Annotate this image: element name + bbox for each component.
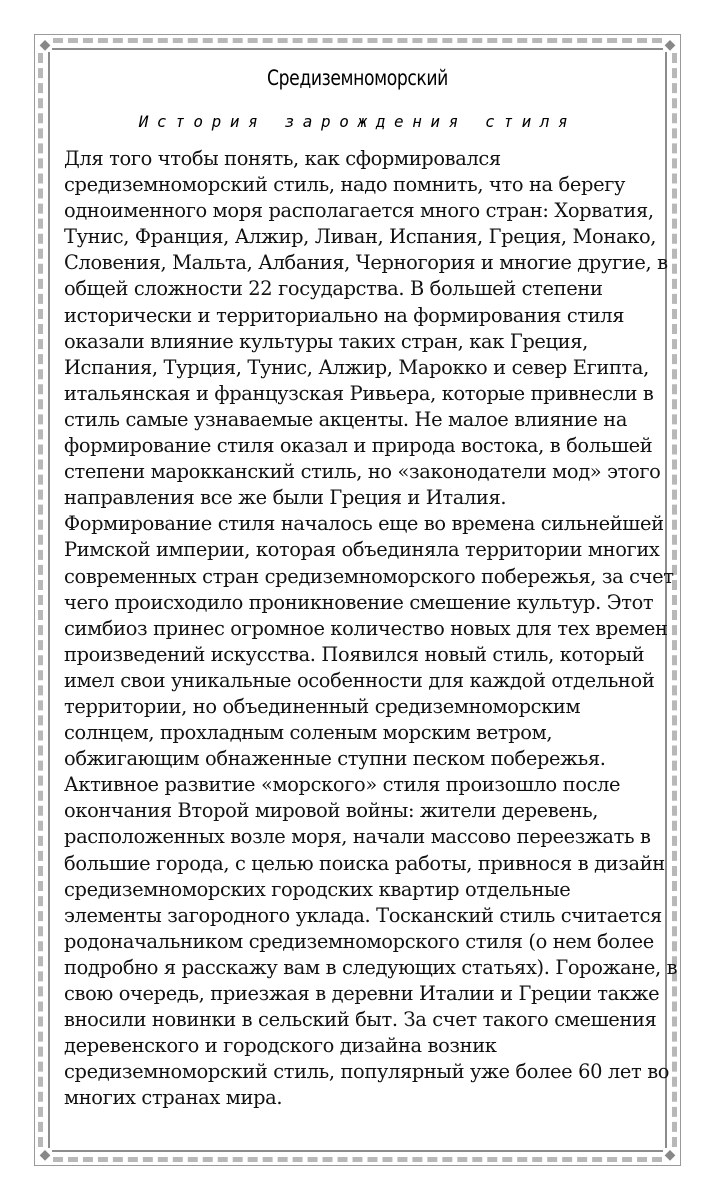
- article-line: стиль самые узнаваемые акценты. Не малое влияние на: [64, 407, 628, 431]
- article-line: формирование стиля оказал и природа востока, в большей: [64, 434, 653, 458]
- article-line: средиземноморский стиль, популярный уже более 60 лет во: [64, 1060, 670, 1084]
- article-line: деревенского и городского дизайна возник: [64, 1034, 497, 1058]
- corner-ornament-icon: ◆: [664, 1147, 676, 1163]
- article-line: территории, но объединенный средиземноморским: [64, 694, 581, 718]
- article-line: Словения, Мальта, Албания, Черногория и многие другие, в: [64, 251, 668, 275]
- article-line: большие города, с целью поиска работы, привнося в дизайн: [64, 851, 665, 875]
- article-line: вносили новинки в сельский быт. За счет такого смешения: [64, 1008, 657, 1032]
- article-line: одноименного моря располагается много стран: Хорватия,: [64, 199, 654, 223]
- article-line: Для того чтобы понять, как сформировался: [64, 147, 501, 170]
- article-line: оказали влияние культуры таких стран, как Греция,: [64, 329, 588, 353]
- article-line: степени марокканский стиль, но «законодатели мод» этого: [64, 460, 661, 484]
- article-line: солнцем, прохладным соленым морским ветром,: [64, 721, 553, 745]
- article-line: средиземноморский стиль, надо помнить, что на берегу: [64, 173, 626, 197]
- article-line: Римской империи, которая объединяла территории многих: [64, 538, 660, 562]
- article-line: свою очередь, приезжая в деревни Италии и Греции также: [64, 982, 660, 1005]
- article-line: Испания, Турция, Тунис, Алжир, Марокко и север Египта,: [64, 355, 649, 379]
- corner-ornament-icon: ◆: [664, 37, 676, 53]
- page-subtitle: История зарождения стиля: [138, 112, 577, 131]
- article-line: итальянская и французская Ривьера, которые привнесли в: [64, 381, 654, 405]
- article-line: окончания Второй мировой войны: жители деревень,: [64, 799, 599, 823]
- page-title: Средиземноморский: [267, 66, 448, 90]
- article-line: родоначальником средиземноморского стиля (о нем более: [64, 929, 654, 953]
- article-line: чего происходило проникновение смешение культур. Этот: [64, 590, 654, 614]
- article-line: исторически и территориально на формирования стиля: [64, 303, 625, 327]
- article-line: Активное развитие «морского» стиля произошло после: [64, 773, 621, 797]
- article-line: современных стран средиземноморского побережья, за счет: [64, 564, 674, 588]
- article-line: подробно я расскажу вам в следующих статьях). Горожане, в: [64, 955, 678, 979]
- article-line: имел свои уникальные особенности для каждой отдельной: [64, 668, 655, 692]
- article-line: Тунис, Франция, Алжир, Ливан, Испания, Греция, Монако,: [64, 225, 657, 249]
- article-line: Формирование стиля началось еще во времена сильнейшей: [64, 512, 664, 536]
- article-line: многих странах мира.: [64, 1086, 283, 1110]
- article-line: элементы загородного уклада. Тосканский стиль считается: [64, 903, 662, 927]
- corner-ornament-icon: ◆: [39, 37, 51, 53]
- article-line: симбиоз принес огромное количество новых для тех времен: [64, 616, 668, 640]
- article-line: обжигающим обнаженные ступни песком побережья.: [64, 747, 606, 771]
- article-line: средиземноморских городских квартир отдельные: [64, 877, 571, 901]
- article-line: общей сложности 22 государства. В большей степени: [64, 277, 603, 301]
- article-line: направления все же были Греция и Италия.: [64, 486, 507, 510]
- article-line: расположенных возле моря, начали массово переезжать в: [64, 825, 651, 849]
- article-body: [64, 146, 678, 1111]
- corner-ornament-icon: ◆: [39, 1147, 51, 1163]
- article-line: произведений искусства. Появился новый стиль, который: [64, 642, 645, 666]
